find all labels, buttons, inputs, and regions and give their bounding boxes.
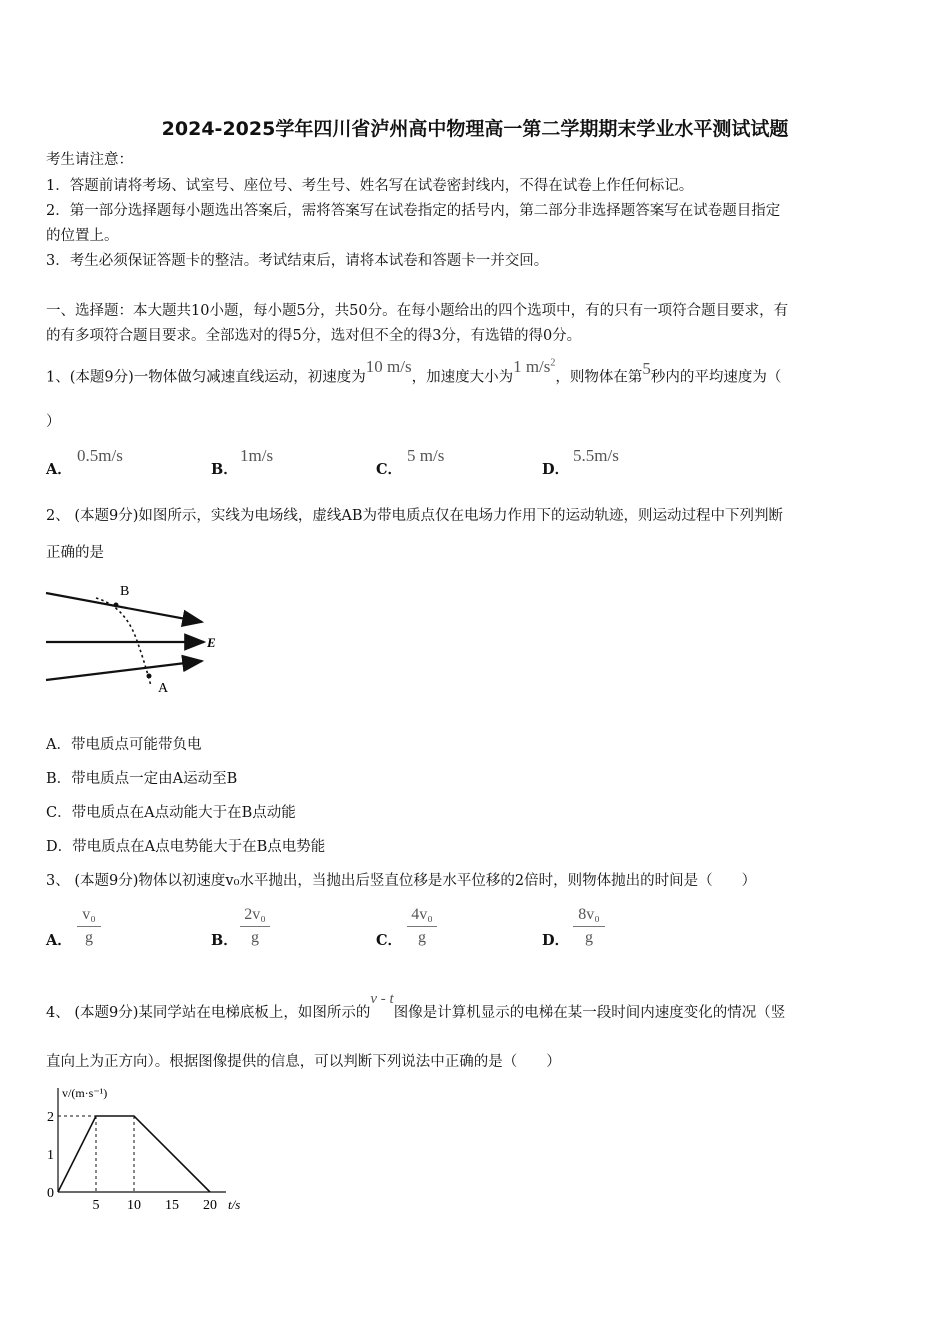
notice-heading: 考生请注意： — [46, 152, 133, 168]
notice-item: 3．考生必须保证答题卡的整洁。考试结束后，请将本试卷和答题卡一并交回。 — [46, 253, 549, 269]
q1-text: 秒内的平均速度为（ — [650, 369, 782, 386]
fraction-numerator: 4v₀ — [411, 906, 433, 923]
q3-option-a-label: A． — [46, 932, 72, 949]
x-tick-label: 15 — [165, 1198, 179, 1213]
section-heading-cont: 的有多项符合题目要求。全部选对的得5分，选对但不全的得3分，有选错的得0分。 — [46, 328, 582, 344]
x-tick-label: 5 — [92, 1198, 100, 1213]
question-3: 3、 (本题9分)物体以初速度v₀水平抛出，当抛出后竖直位移是水平位移的2倍时，则物体抛出的时间是（ ） — [46, 873, 757, 889]
q2-option-a: A．带电质点可能带负电 — [46, 737, 202, 753]
y-tick-label: 1 — [47, 1148, 54, 1163]
question-2: 2、 (本题9分)如图所示，实线为电场线，虚线AB为带电质点仅在电场力作用下的运动轨迹，则运动过程中下列判断 — [46, 508, 783, 524]
q1-text: 1、(本题9分)一物体做匀减速直线运动，初速度为 — [46, 369, 366, 386]
q3-option-a-fraction — [77, 906, 101, 947]
q3-option-d-fraction — [573, 906, 605, 947]
q3-option-b-fraction — [240, 906, 270, 947]
x-tick-label: 20 — [203, 1198, 217, 1213]
label-a: A — [158, 681, 169, 696]
vt-chart — [40, 1080, 255, 1220]
field-line-bottom — [46, 661, 202, 680]
point-b-dot — [114, 603, 119, 608]
fraction-numerator: v₀ — [82, 906, 96, 923]
electric-field-diagram — [44, 578, 224, 698]
q1-initial-velocity: 10 m/s — [365, 356, 412, 376]
q3-option-b-label: B． — [211, 932, 238, 949]
q4-text: 图像是计算机显示的电梯在某一段时间内速度变化的情况（竖 — [393, 1005, 786, 1021]
point-a-dot — [147, 674, 152, 679]
q1-acceleration: 1 $m/s^2$ — [513, 356, 556, 376]
notice-item: 的位置上。 — [46, 228, 119, 244]
q2-option-c: C．带电质点在A点动能大于在B点动能 — [46, 805, 296, 821]
q1-option-c-label: C． — [376, 461, 403, 478]
q4-text: 4、 (本题9分)某同学站在电梯底板上，如图所示的 — [46, 1005, 371, 1021]
label-b: B — [120, 584, 130, 599]
notice-item: 2．第一部分选择题每小题选出答案后，需将答案写在试卷指定的括号内，第二部分非选择题答案写在试卷题目指定 — [46, 203, 781, 219]
label-e: E — [207, 635, 216, 650]
q1-option-d-label: D． — [542, 461, 570, 478]
q3-option-c-fraction — [407, 906, 437, 947]
q1-option-a-label: A． — [46, 461, 72, 478]
y-axis-label: v/(m·s⁻¹) — [62, 1086, 108, 1100]
x-axis-label: t/s — [228, 1197, 241, 1212]
notice-item: 1．答题前请将考场、试室号、座位号、考生号、姓名写在试卷密封线内，不得在试卷上作任何标记。 — [46, 178, 694, 194]
q1-text: ，则物体在第 — [555, 369, 643, 386]
fraction-numerator: 2v₀ — [244, 906, 266, 923]
y-tick-label: 0 — [47, 1186, 54, 1201]
x-tick-label: 10 — [127, 1198, 141, 1213]
q1-close-paren: ） — [46, 414, 61, 430]
q1-option-a-value: 0.5m/s — [77, 446, 123, 465]
q1-option-c-value: 5 m/s — [407, 446, 445, 465]
y-tick-label: 2 — [47, 1110, 54, 1125]
fraction-numerator: 8v₀ — [578, 906, 600, 923]
fraction-denominator: g — [85, 929, 93, 946]
q1-second-number: 5 — [642, 358, 651, 378]
q3-option-d-label: D． — [542, 932, 570, 949]
q1-option-d-value: 5.5m/s — [573, 446, 619, 465]
q2-option-b: B．带电质点一定由A运动至B — [46, 771, 238, 787]
fraction-denominator: g — [585, 929, 593, 946]
question-1 — [46, 356, 782, 388]
q4-vt-symbol: v - t — [370, 991, 394, 1007]
section-heading: 一、选择题：本大题共10小题，每小题5分，共50分。在每小题给出的四个选项中，有的只有一项符合题目要求，有 — [46, 303, 789, 319]
question-2-cont: 正确的是 — [46, 545, 104, 561]
question-4-cont: 直向上为正方向）。根据图像提供的信息，可以判断下列说法中正确的是（ ） — [46, 1054, 561, 1070]
fraction-denominator: g — [418, 929, 426, 946]
q1-text: ，加速度大小为 — [411, 369, 514, 386]
page-title: 2024-2025学年四川省泸州高中物理高一第二学期期末学业水平测试试题 — [161, 118, 789, 140]
fraction-denominator: g — [251, 929, 259, 946]
q1-option-b-value: 1m/s — [240, 446, 274, 465]
q3-option-c-label: C． — [376, 932, 403, 949]
question-4 — [46, 991, 786, 1023]
q2-option-d: D．带电质点在A点电势能大于在B点电势能 — [46, 839, 326, 855]
q1-option-b-label: B． — [211, 461, 238, 478]
